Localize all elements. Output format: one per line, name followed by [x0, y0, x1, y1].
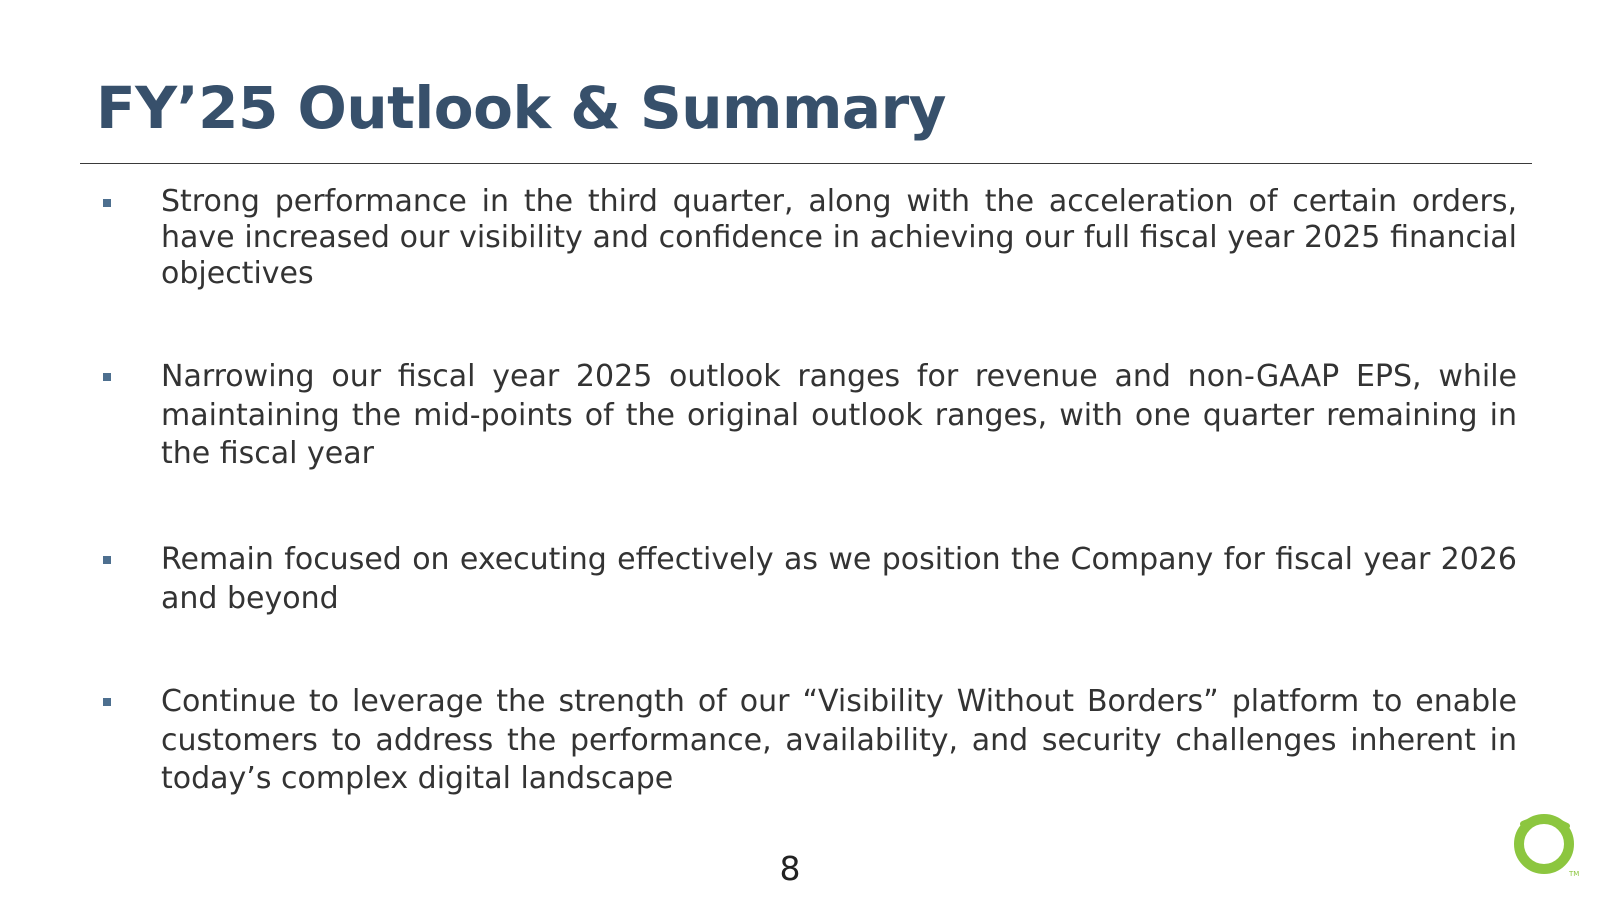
- bullet-text: Remain focused on executing effectively as we position the Company for fiscal year 2026 and beyond: [161, 542, 1517, 616]
- slide-title: FY’25 Outlook & Summary: [96, 74, 946, 142]
- bullet-text: Strong performance in the third quarter, along with the acceleration of certain orders, have increased our visibility and confidence in achieving our full fiscal year 2025 financial objectives: [161, 184, 1517, 291]
- trademark-mark: TM: [1569, 870, 1580, 878]
- bullet-text: Narrowing our fiscal year 2025 outlook ranges for revenue and non-GAAP EPS, while maintaining the mid-points of the original outlook ranges, with one quarter remaining in the fiscal year: [161, 359, 1517, 471]
- bullet-text: Continue to leverage the strength of our “Visibility Without Borders” platform to enable customers to address the performance, availability, and security challenges inherent in today’s complex digital landscape: [161, 684, 1517, 796]
- title-divider: [80, 163, 1532, 164]
- page-number: 8: [779, 849, 801, 888]
- ring-logo-icon: [1511, 812, 1581, 882]
- square-bullet-icon: [103, 698, 111, 706]
- logo-graphic: [1511, 812, 1581, 882]
- square-bullet-icon: [103, 199, 111, 207]
- square-bullet-icon: [103, 556, 111, 564]
- square-bullet-icon: [103, 373, 111, 381]
